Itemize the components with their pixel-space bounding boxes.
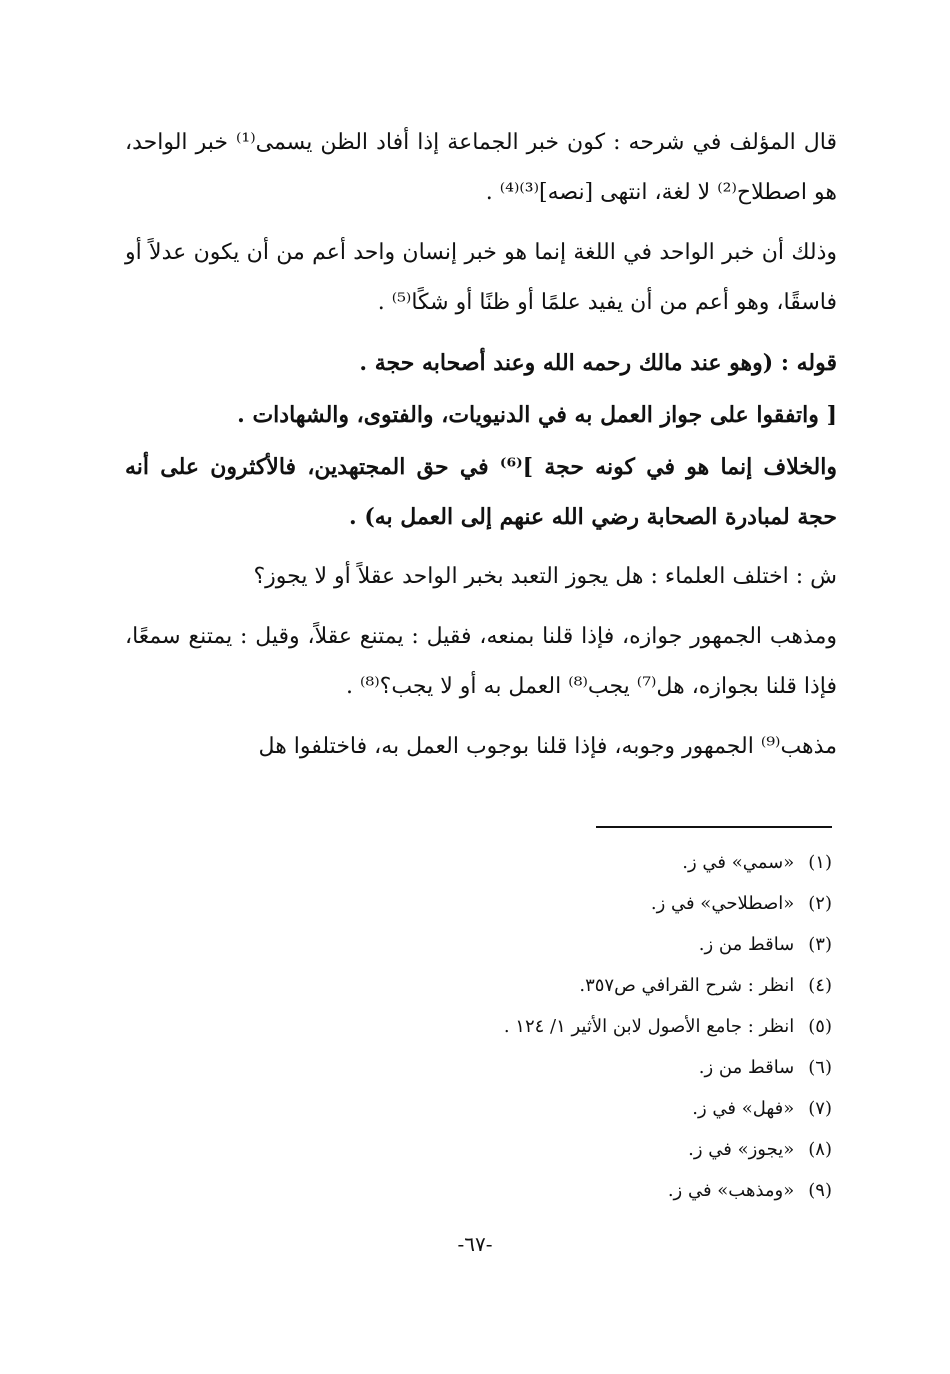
footnote-item (332, 965, 832, 1006)
paragraph-obligation: مذهب⁽⁹⁾ الجمهور وجوبه، فإذا قلنا بوجوب العمل به، فاختلفوا هل (258, 734, 837, 759)
footnote-number: (٧) (808, 1098, 832, 1119)
footnote-number: (٥) (808, 1016, 832, 1037)
footnote-text: «سمي» في ز. (682, 852, 795, 873)
footnote-text: «ومذهب» في ز. (667, 1180, 795, 1201)
paragraph-author-commentary: قال المؤلف في شرحه : كون خبر الجماعة إذا أفاد الظن يسمى⁽¹⁾ خبر الواحد، هو اصطلاح⁽²⁾ لا لغة، انتهى [نصه]⁽³⁾⁽⁴⁾ . (125, 130, 837, 205)
footnote-text: ساقط من ز. (698, 934, 795, 955)
footnote-number: (١) (808, 852, 832, 873)
footnote-number: (٩) (808, 1180, 832, 1201)
footnote-text: انظر : شرح القرافي ص٣٥٧. (579, 975, 795, 996)
footnote-text: «يجوز» في ز. (688, 1139, 795, 1160)
footnote-item (332, 924, 832, 965)
footnote-item (332, 1006, 832, 1047)
footnote-number: (٤) (808, 975, 832, 996)
footnote-item (332, 1170, 832, 1211)
paragraph-majority-view: ومذهب الجمهور جوازه، فإذا قلنا بمنعه، فقيل : يمتنع عقلاً، وقيل : يمتنع سمعًا، فإذا قلنا بجوازه، هل⁽⁷⁾ يجب⁽⁸⁾ العمل به أو لا يجب؟⁽⁸⁾ . (125, 624, 837, 699)
page-number: -٦٧- (457, 1232, 493, 1256)
footnote-item (332, 1088, 832, 1129)
footnote-number: (٨) (808, 1139, 832, 1160)
footnote-text: «اصطلاحي» في ز. (650, 893, 795, 914)
footnote-text: ساقط من ز. (698, 1057, 795, 1078)
footnote-item (332, 883, 832, 924)
footnote-list (332, 842, 832, 1211)
footnote-number: (٢) (808, 893, 832, 914)
paragraph-matn-agreement: [ واتفقوا على جواز العمل به في الدنيويات، والفتوى، والشهادات . (237, 402, 837, 428)
body-text (125, 118, 837, 782)
paragraph-sharh-question: ش : اختلف العلماء : هل يجوز التعبد بخبر الواحد عقلاً أو لا يجوز؟ (253, 564, 837, 589)
footnote-item (332, 1047, 832, 1088)
footnote-item (332, 1129, 832, 1170)
footnote-number: (٣) (808, 934, 832, 955)
footnote-item (332, 842, 832, 883)
footnote-text: انظر : جامع الأصول لابن الأثير ١/ ١٢٤ . (503, 1016, 795, 1037)
paragraph-matn-quote: قوله : (وهو عند مالك رحمه الله وعند أصحابه حجة . (359, 350, 837, 376)
footnote-text: «فهل» في ز. (692, 1098, 795, 1119)
footnote-number: (٦) (808, 1057, 832, 1078)
footnote-separator (596, 826, 832, 828)
paragraph-lexical-meaning: وذلك أن خبر الواحد في اللغة إنما هو خبر إنسان واحد أعم من أن يكون عدلاً أو فاسقًا، وهو أعم من أن يفيد علمًا أو ظنًا أو شكًا⁽⁵⁾ . (125, 240, 837, 315)
paragraph-matn-disagreement: والخلاف إنما هو في كونه حجة ]⁽⁶⁾ في حق المجتهدين، فالأكثرون على أنه حجة لمبادرة الصحابة رضي الله عنهم إلى العمل به) . (125, 454, 837, 530)
